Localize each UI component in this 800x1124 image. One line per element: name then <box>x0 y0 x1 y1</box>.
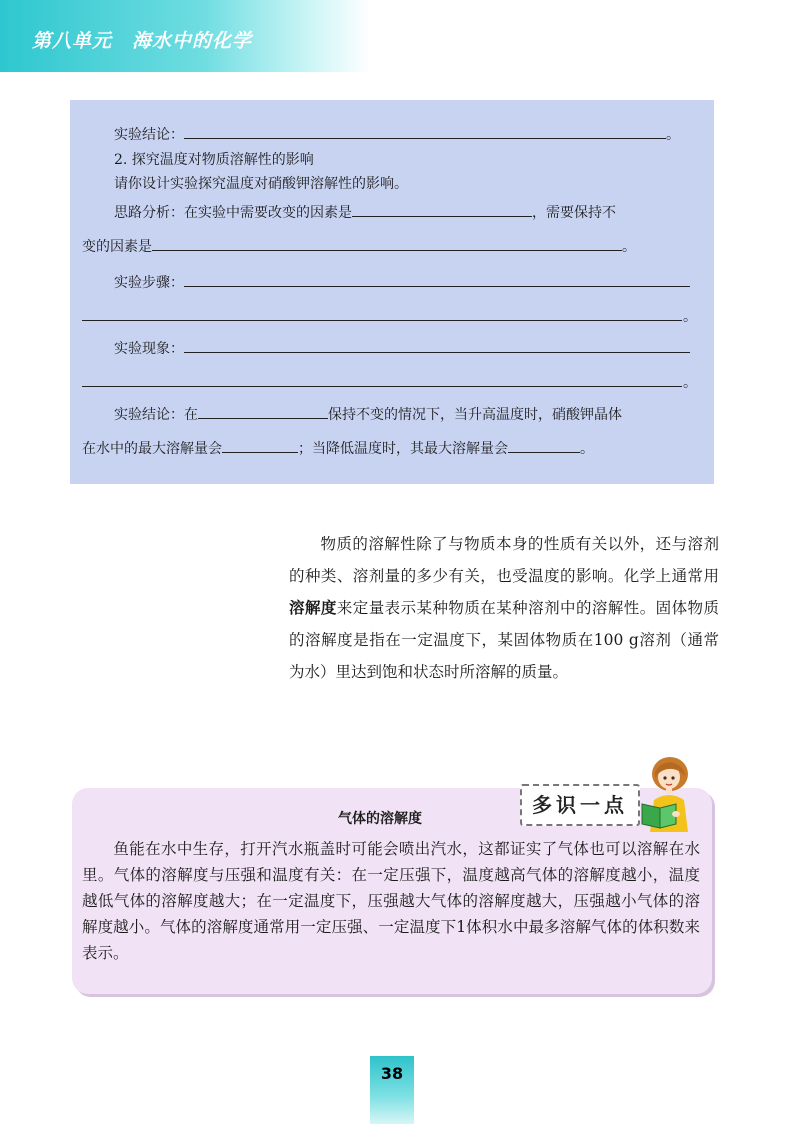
chapter-title <box>32 26 252 53</box>
conclusion1-line <box>114 124 680 145</box>
knowbox-body: 鱼能在水中生存，打开汽水瓶盖时可能会喷出汽水，这都证实了气体也可以溶解在水里。气体的溶解度与压强和温度有关：在一定压强下，温度越高气体的溶解度越小，温度越低气体的溶解度越大；在一定温度下，压强越大气体的溶解度越大，压强越小气体的溶解度越小。气体的溶解度通常用一定压强、一定温度下1体积水中最多溶解气体的体积数来表示。 <box>82 840 700 962</box>
phenomenon-end: 。 <box>683 375 697 391</box>
conclusion2-end: 。 <box>580 441 594 457</box>
conclusion1-blank[interactable] <box>184 124 666 139</box>
steps-line <box>114 272 690 293</box>
analysis-line2 <box>82 236 636 257</box>
conclusion2-condition-blank[interactable] <box>198 404 328 419</box>
phenomenon-blank-2[interactable] <box>82 386 682 387</box>
conclusion2-line2-prefix: 在水中的最大溶解量会 <box>82 441 222 457</box>
conclusion1-label: 实验结论： <box>114 127 184 143</box>
section2-title: 2. 探究温度对物质溶解性的影响 <box>114 152 314 168</box>
phenomenon-label: 实验现象： <box>114 341 184 357</box>
steps-blank-2[interactable] <box>82 320 682 321</box>
knowbox-title: 气体的溶解度 <box>338 811 422 827</box>
conclusion2-line2 <box>82 438 594 459</box>
solubility-term: 溶解度 <box>289 599 337 617</box>
paragraph-part1: 物质的溶解性除了与物质本身的性质有关以外，还与溶剂的种类、溶剂量的多少有关，也受温度的影响。化学上通常用 <box>289 535 719 585</box>
chapter-name: 海水中的化学 <box>132 30 253 52</box>
conclusion2-lower-blank[interactable] <box>508 438 580 453</box>
chapter-header-band <box>0 0 370 72</box>
analysis-line2-prefix: 变的因素是 <box>82 239 152 255</box>
steps-end: 。 <box>683 309 697 325</box>
solubility-paragraph <box>289 528 719 688</box>
steps-label: 实验步骤： <box>114 275 184 291</box>
steps-blank-1[interactable] <box>184 272 690 287</box>
paragraph-part2: 来定量表示某种物质在某种溶剂中的溶解性。固体物质的溶解度是指在一定温度下，某固体物质在100 g溶剂（通常为水）里达到饱和状态时所溶解的质量。 <box>289 599 719 681</box>
knowbox-badge: 多识一点 <box>520 784 640 826</box>
phenomenon-blank-1[interactable] <box>184 338 690 353</box>
chapter-unit: 第八单元 <box>32 30 113 52</box>
knowbox-text <box>82 836 700 966</box>
analysis-prefix: 思路分析：在实验中需要改变的因素是 <box>114 205 352 221</box>
conclusion2-raise-blank[interactable] <box>222 438 298 453</box>
conclusion2-prefix: 实验结论：在 <box>114 407 198 423</box>
analysis-end: 。 <box>622 239 636 255</box>
conclusion2-line <box>114 404 622 425</box>
analysis-change-blank[interactable] <box>352 202 532 217</box>
conclusion2-line2-middle: ；当降低温度时，其最大溶解量会 <box>298 441 508 457</box>
phenomenon-line <box>114 338 690 359</box>
conclusion2-middle: 保持不变的情况下，当升高温度时，硝酸钾晶体 <box>328 407 622 423</box>
analysis-middle: ，需要保持不 <box>532 205 616 221</box>
conclusion1-end: 。 <box>666 127 680 143</box>
analysis-line <box>114 202 616 223</box>
analysis-keep-blank[interactable] <box>152 236 622 251</box>
girl-reading-book-icon <box>638 752 698 832</box>
task-text: 请你设计实验探究温度对硝酸钾溶解性的影响。 <box>114 176 408 192</box>
page-number: 38 <box>380 1064 404 1083</box>
